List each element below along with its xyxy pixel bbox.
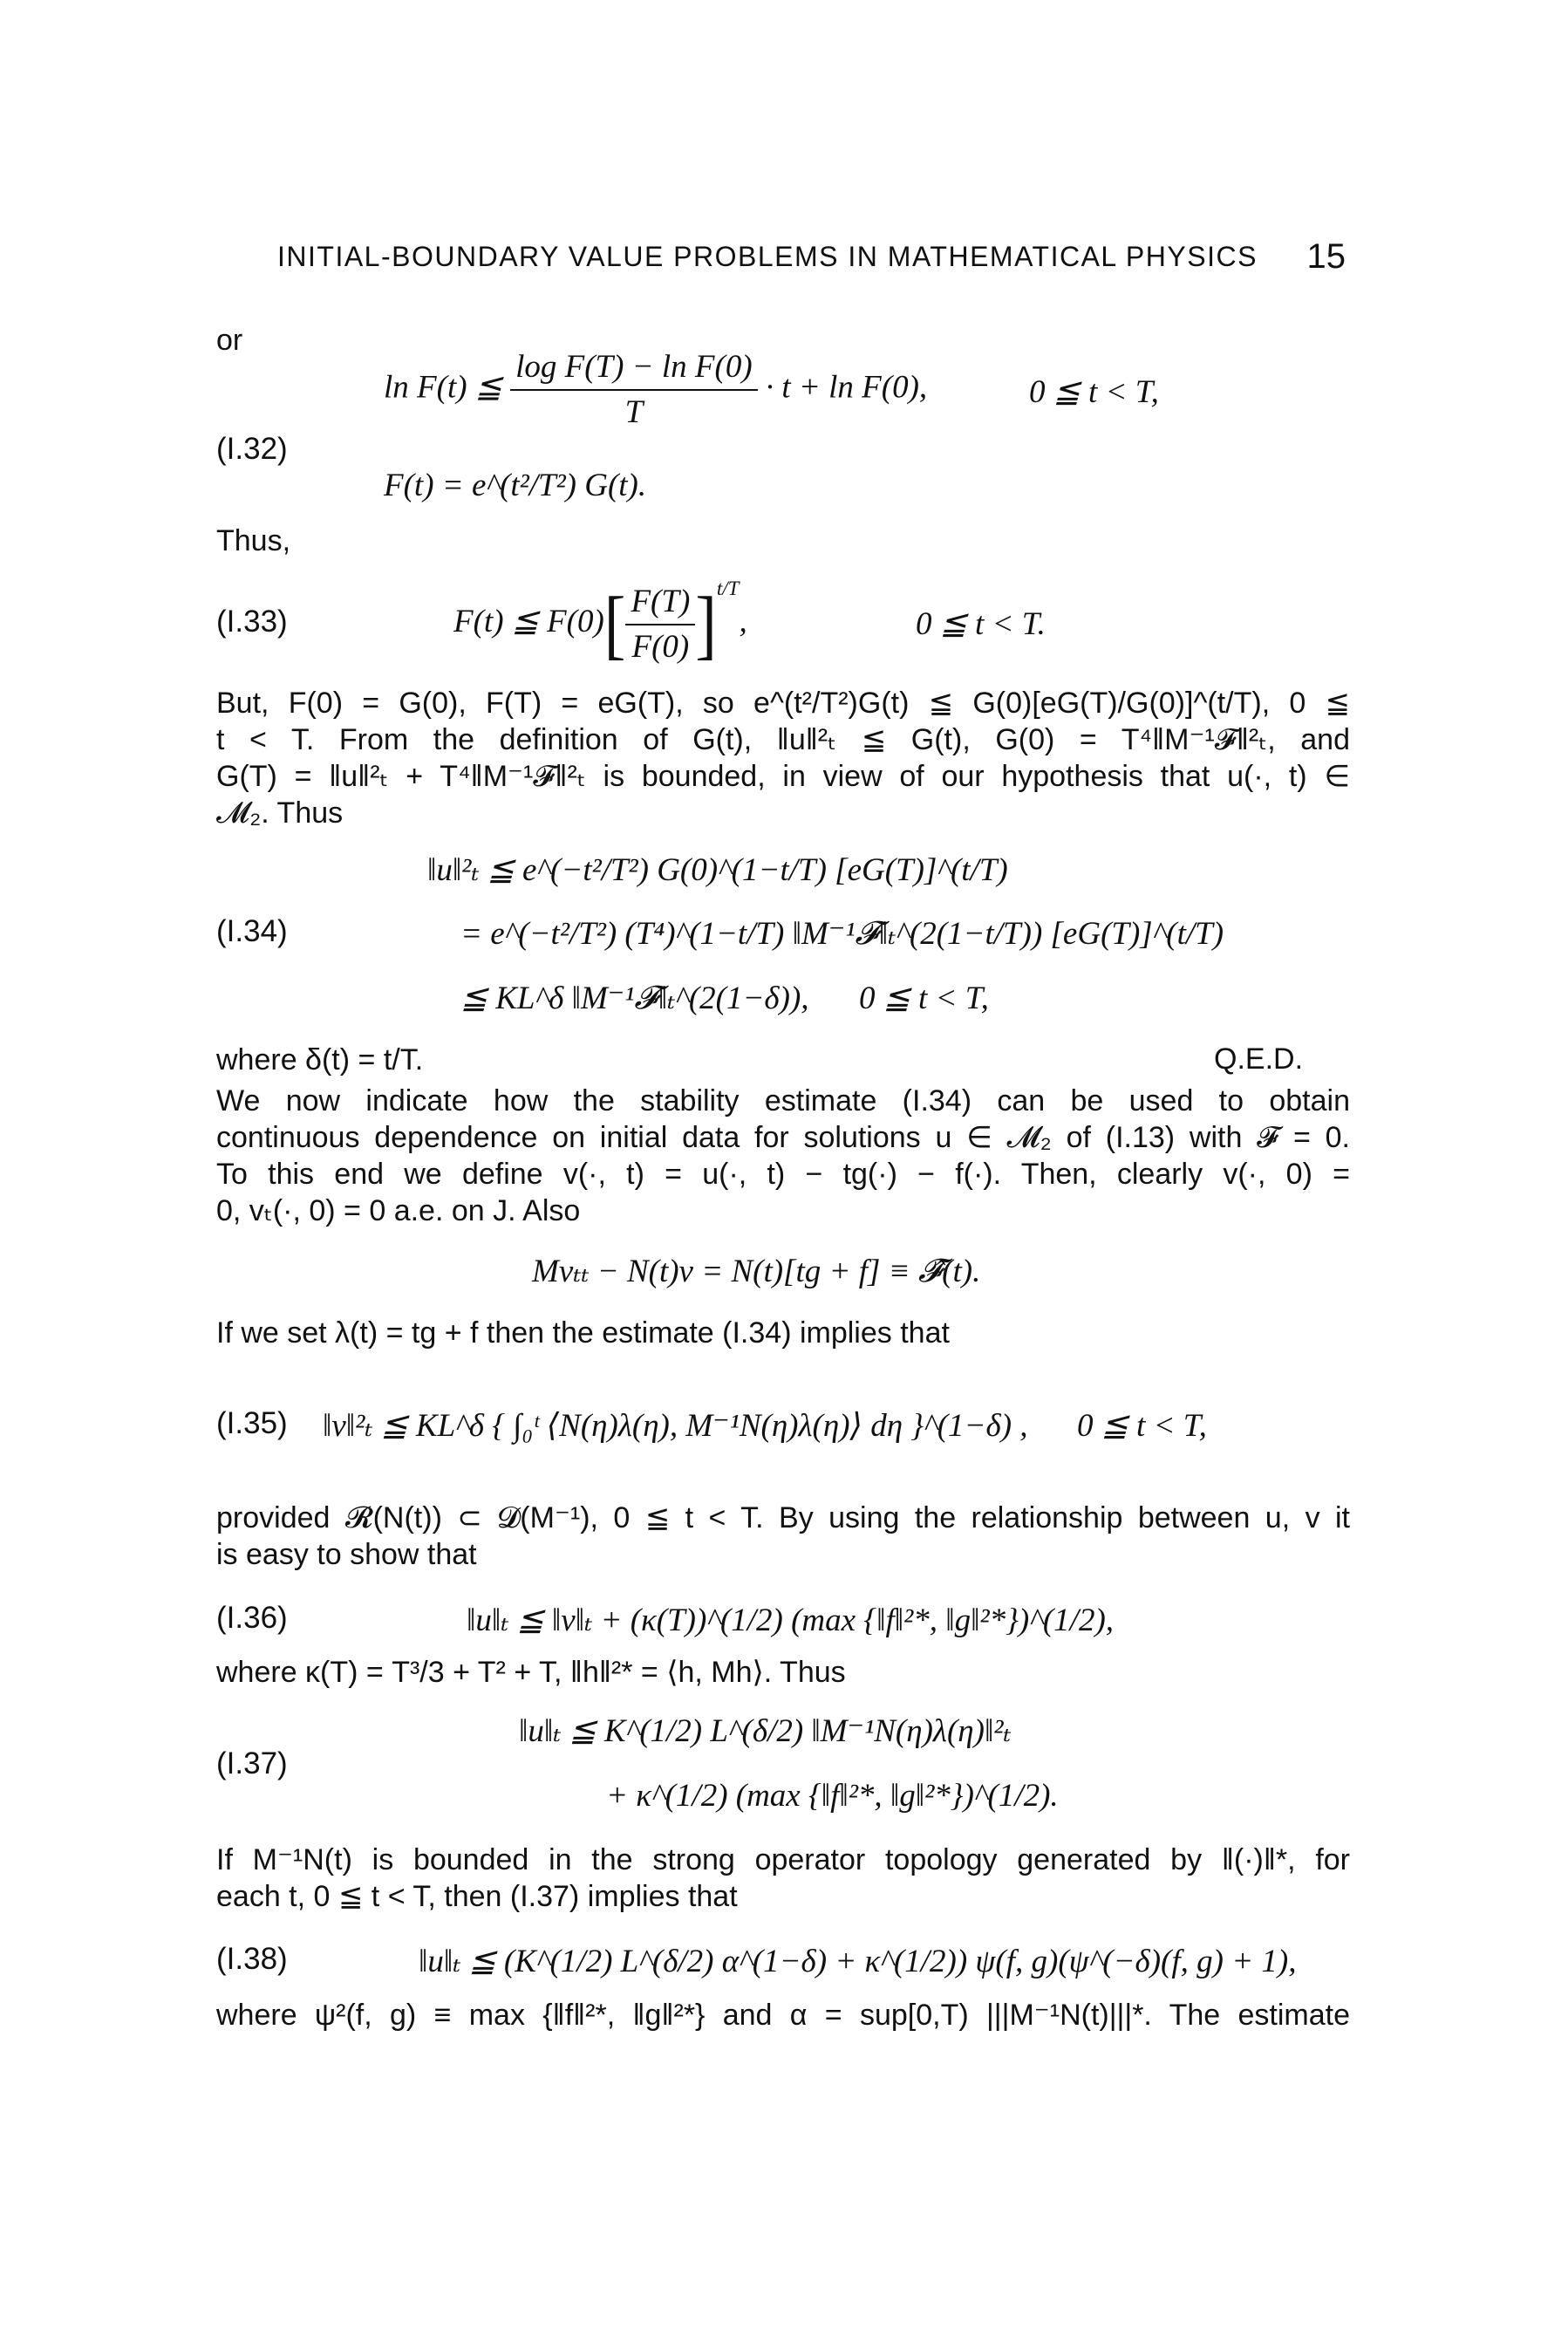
- paragraph-but-line3: G(T) = ‖u‖²ₜ + T⁴‖M⁻¹𝓕‖²ₜ is bounded, in view of our hypothesis that u(·, t) ∈: [216, 760, 1350, 793]
- paragraph-provided-line1: provided 𝓡(N(t)) ⊂ 𝓓(M⁻¹), 0 ≦ t < T. By using the relationship between u, v it: [216, 1501, 1350, 1534]
- paragraph-if-set: If we set λ(t) = tg + f then the estimate (I.34) implies that: [216, 1316, 950, 1350]
- paragraph-thus: Thus,: [216, 524, 291, 557]
- page-number: 15: [1306, 237, 1346, 276]
- equation-1-35-condition: 0 ≦ t < T,: [1077, 1408, 1207, 1444]
- equation-1-32-line2: F(t) = e^(t²/T²) G(t).: [384, 468, 647, 503]
- equation-label-1-34: (I.34): [216, 914, 288, 948]
- paragraph-now-line4: 0, vₜ(·, 0) = 0 a.e. on J. Also: [216, 1194, 581, 1227]
- equation-1-34-line3: ≦ KL^δ ‖M⁻¹𝓕‖ₜ^(2(1−δ)),: [460, 981, 809, 1016]
- equation-label-1-33: (I.33): [216, 605, 288, 639]
- equation-1-34-line2: = e^(−t²/T²) (T⁴)^(1−t/T) ‖M⁻¹𝓕‖ₜ^(2(1−t/T)) [eG(T)]^(t/T): [460, 916, 1224, 952]
- equation-1-32-line1: ln F(t) ≦ $\frac{\text{log F(T) − ln F(0)}}{T}$ · t + ln F(0),: [384, 349, 928, 430]
- paragraph-provided-line2: is easy to show that: [216, 1538, 477, 1571]
- equation-label-1-35: (I.35): [216, 1406, 288, 1440]
- equation-1-35: ‖v‖²ₜ ≦ KL^δ { ∫₀ᵗ ⟨N(η)λ(η), M⁻¹N(η)λ(η)⟩ dη }^(1−δ) ,: [323, 1408, 1028, 1444]
- equation-1-34-line1: ‖u‖²ₜ ≦ e^(−t²/T²) G(0)^(1−t/T) [eG(T)]^(t/T): [427, 852, 1008, 888]
- paragraph-now-line2: continuous dependence on initial data for solutions u ∈ 𝓜₂ of (I.13) with 𝓕 = 0.: [216, 1121, 1350, 1154]
- running-title: INITIAL-BOUNDARY VALUE PROBLEMS IN MATHEMATICAL PHYSICS: [277, 241, 1258, 272]
- equation-1-34-condition: 0 ≦ t < T,: [859, 981, 989, 1016]
- equation-label-1-36: (I.36): [216, 1601, 288, 1635]
- paragraph-but-line4: 𝓜₂. Thus: [216, 796, 344, 830]
- equation-1-33-condition: 0 ≦ t < T.: [916, 606, 1046, 642]
- equation-label-1-32: (I.32): [216, 432, 288, 466]
- running-header: [277, 237, 1346, 276]
- qed-mark: Q.E.D.: [1214, 1042, 1304, 1076]
- equation-label-1-38: (I.38): [216, 1942, 288, 1976]
- equation-mv: Mvₜₜ − N(t)v = N(t)[tg + f] ≡ 𝓕̂(t).: [532, 1254, 981, 1289]
- equation-1-33: F(t) ≦ F(0)[ $\frac{F(T)}{F(0)}$ ]$^{t/T}$,: [453, 577, 747, 667]
- paragraph-but-line2: t < T. From the definition of G(t), ‖u‖²ₜ ≦ G(t), G(0) = T⁴‖M⁻¹𝓕‖²ₜ, and: [216, 723, 1350, 756]
- paragraph-if-m-line1: If M⁻¹N(t) is bounded in the strong operator topology generated by ‖(·)‖*, for: [216, 1843, 1350, 1876]
- paragraph-kappa: where κ(T) = T³/3 + T² + T, ‖h‖²* = ⟨h, Mh⟩. Thus: [216, 1656, 846, 1689]
- equation-1-37-line1: ‖u‖ₜ ≦ K^(1/2) L^(δ/2) ‖M⁻¹N(η)λ(η)‖²ₜ: [519, 1713, 1012, 1749]
- paragraph-or: or: [216, 324, 243, 357]
- equation-1-38: ‖u‖ₜ ≦ (K^(1/2) L^(δ/2) α^(1−δ) + κ^(1/2)) ψ(f, g)(ψ^(−δ)(f, g) + 1),: [419, 1944, 1297, 1979]
- paragraph-now-line3: To this end we define v(·, t) = u(·, t) − tg(·) − f(·). Then, clearly v(·, 0) =: [216, 1158, 1350, 1191]
- paragraph-if-m-line2: each t, 0 ≦ t < T, then (I.37) implies that: [216, 1880, 738, 1913]
- paragraph-where-delta: where δ(t) = t/T.: [216, 1043, 424, 1076]
- paragraph-but-line1: But, F(0) = G(0), F(T) = eG(T), so e^(t²/T²)G(t) ≦ G(0)[eG(T)/G(0)]^(t/T), 0 ≦: [216, 687, 1350, 720]
- paragraph-now-line1: We now indicate how the stability estimate (I.34) can be used to obtain: [216, 1084, 1350, 1117]
- equation-1-32-condition: 0 ≦ t < T,: [1029, 374, 1159, 410]
- equation-1-36: ‖u‖ₜ ≦ ‖v‖ₜ + (κ(T))^(1/2) (max {‖f‖²*, ‖g‖²*})^(1/2),: [467, 1603, 1115, 1638]
- equation-label-1-37: (I.37): [216, 1746, 288, 1780]
- equation-1-37-line2: + κ^(1/2) (max {‖f‖²*, ‖g‖²*})^(1/2).: [606, 1778, 1059, 1814]
- paragraph-last: where ψ²(f, g) ≡ max {‖f‖²*, ‖g‖²*} and α = sup[0,T) |||M⁻¹N(t)|||*. The estimate: [216, 1999, 1350, 2032]
